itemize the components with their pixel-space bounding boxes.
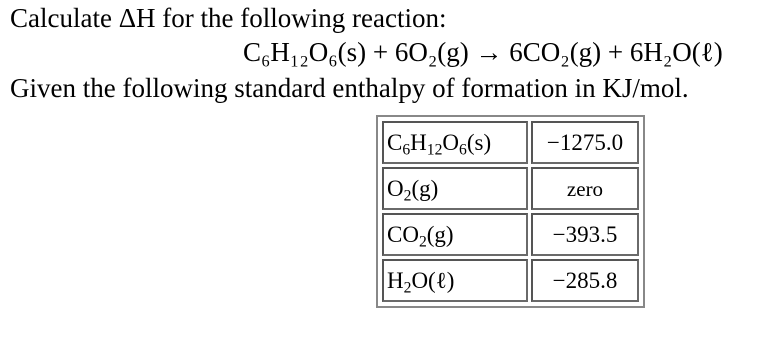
enthalpy-value: zero [531, 167, 639, 210]
given-text: Given the following standard enthalpy of formation in KJ/mol. [10, 73, 689, 103]
question-text: Calculate ΔH for the following reaction: [10, 3, 447, 33]
table-row [382, 167, 639, 210]
species-cell: $CO_2(g)$ [382, 213, 528, 256]
species-cell: $C_6H_{12}O_6(s)$ [382, 121, 528, 164]
enthalpy-value: −393.5 [531, 213, 639, 256]
table-row [382, 213, 639, 256]
enthalpy-value: −285.8 [531, 259, 639, 302]
reaction-equation: C₆H₁₂O₆(s) + 6O₂(g) → 6CO₂(g) + 6H₂O(ℓ) [243, 37, 723, 67]
species-cell: $H_2O(\ell)$ [382, 259, 528, 302]
enthalpy-value: −1275.0 [531, 121, 639, 164]
table-row [382, 121, 639, 164]
enthalpy-of-formation-table [376, 115, 645, 308]
table-row [382, 259, 639, 302]
species-cell: $O_2(g)$ [382, 167, 528, 210]
